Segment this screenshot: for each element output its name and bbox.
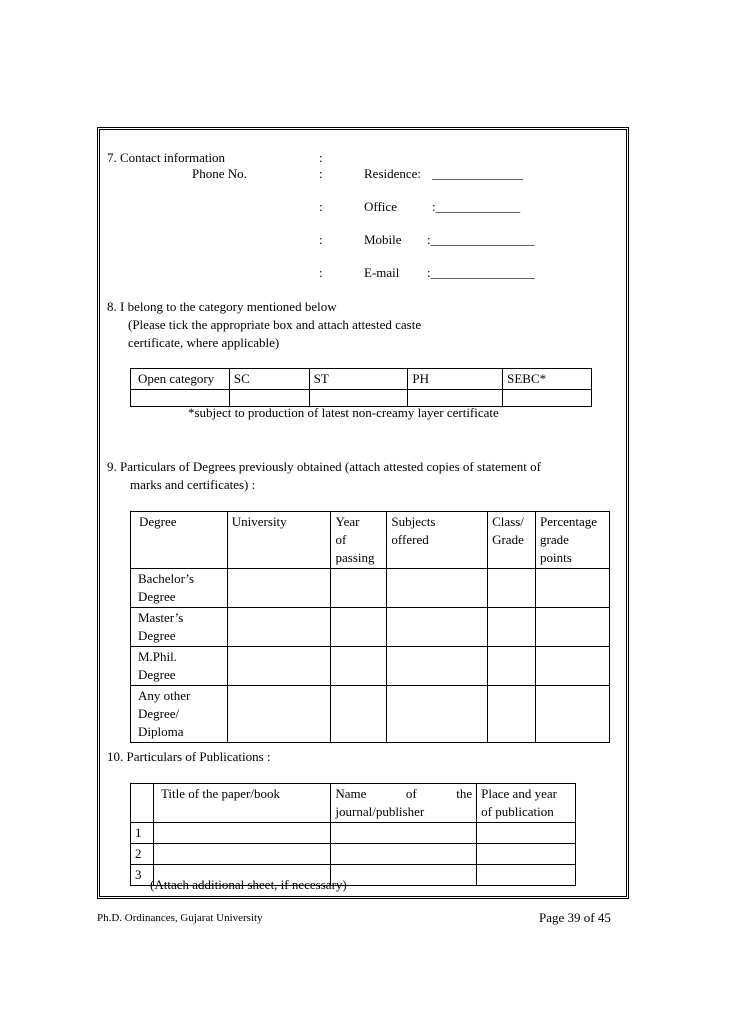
year-header-3: passing: [335, 550, 375, 565]
category-tick-row: [131, 390, 592, 407]
publications-header-row: [131, 784, 576, 823]
class-cell[interactable]: [488, 647, 536, 686]
university-cell[interactable]: [227, 569, 331, 608]
tick-box-sebc[interactable]: [503, 390, 592, 407]
degree-cell-line: Degree: [138, 667, 176, 682]
mobile-label: Mobile: [364, 232, 402, 247]
subjects-header: [387, 512, 488, 569]
table-row: [131, 608, 610, 647]
table-row: [131, 823, 576, 844]
university-header: University: [227, 512, 331, 569]
percentage-cell[interactable]: [536, 608, 610, 647]
place-header-line1: Place and year: [481, 786, 557, 801]
class-header-1: Class/: [492, 514, 524, 529]
degree-cell-line: Degree: [138, 589, 176, 604]
colon-office: :: [319, 199, 323, 214]
subjects-cell[interactable]: [387, 608, 488, 647]
journal-cell[interactable]: [331, 844, 477, 865]
percentage-header-3: points: [540, 550, 572, 565]
email-field[interactable]: :________________: [427, 265, 535, 280]
phone-label: Phone No.: [192, 166, 247, 181]
place-header: [477, 784, 576, 823]
degrees-header-row: [131, 512, 610, 569]
place-cell[interactable]: [477, 865, 576, 886]
section8-note-1: (Please tick the appropriate box and attach attested caste: [128, 317, 422, 332]
table-row: [131, 844, 576, 865]
journal-header-word: of: [405, 786, 417, 801]
table-row: [131, 569, 610, 608]
subjects-cell[interactable]: [387, 569, 488, 608]
journal-cell[interactable]: [331, 865, 477, 886]
place-header-line2: of publication: [481, 804, 554, 819]
category-sc: SC: [229, 369, 309, 390]
title-cell[interactable]: [153, 844, 330, 865]
degree-cell-line: Any other: [138, 688, 191, 703]
tick-box-sc[interactable]: [229, 390, 309, 407]
section8-note-2: certificate, where applicable): [128, 335, 280, 350]
category-open: Open category: [131, 369, 230, 390]
degree-cell-line: Diploma: [138, 724, 184, 739]
degree-cell-line: Degree/: [138, 706, 180, 721]
degree-cell-line: Master’s: [138, 610, 184, 625]
year-header-2: of: [335, 532, 347, 547]
journal-header-line1: [335, 785, 472, 803]
class-header: [488, 512, 536, 569]
percentage-header-2: grade: [540, 532, 569, 547]
degree-cell-line: Bachelor’s: [138, 571, 195, 586]
degree-header: Degree: [131, 512, 228, 569]
percentage-header-1: Percentage: [540, 514, 598, 529]
university-cell[interactable]: [227, 608, 331, 647]
row-number: 2: [131, 844, 154, 865]
percentage-cell[interactable]: [536, 686, 610, 743]
place-cell[interactable]: [477, 823, 576, 844]
tick-box-st[interactable]: [309, 390, 408, 407]
degree-cell-line: Degree: [138, 628, 176, 643]
journal-header-word: Name: [335, 786, 367, 801]
percentage-cell[interactable]: [536, 647, 610, 686]
tick-box-ph[interactable]: [408, 390, 503, 407]
year-cell[interactable]: [331, 569, 387, 608]
class-cell[interactable]: [488, 608, 536, 647]
residence-label: Residence:: [364, 166, 422, 181]
footer-title: Ph.D. Ordinances, Gujarat University: [97, 912, 263, 924]
journal-header: [331, 784, 477, 823]
section7-heading: 7. Contact information: [107, 150, 226, 165]
journal-header-line2: journal/publisher: [335, 804, 425, 819]
university-cell[interactable]: [227, 686, 331, 743]
year-cell[interactable]: [331, 686, 387, 743]
subjects-header-2: offered: [391, 532, 429, 547]
subjects-header-1: Subjects: [391, 514, 436, 529]
university-cell[interactable]: [227, 647, 331, 686]
section9-heading-2: marks and certificates) :: [130, 477, 256, 492]
degrees-table: [130, 511, 610, 743]
office-field[interactable]: :_____________: [432, 199, 521, 214]
degree-cell-bachelors: [131, 569, 228, 608]
table-row: [131, 686, 610, 743]
percentage-header: [536, 512, 610, 569]
mobile-field[interactable]: :________________: [427, 232, 535, 247]
title-header: Title of the paper/book: [153, 784, 330, 823]
year-header: [331, 512, 387, 569]
year-header-1: Year: [335, 514, 360, 529]
degree-cell-line: M.Phil.: [138, 649, 178, 664]
degree-cell-other: [131, 686, 228, 743]
tick-box-open[interactable]: [131, 390, 230, 407]
class-cell[interactable]: [488, 569, 536, 608]
year-cell[interactable]: [331, 608, 387, 647]
number-header: [131, 784, 154, 823]
publications-table: [130, 783, 576, 886]
row-number: 3: [131, 865, 154, 886]
office-label: Office: [364, 199, 397, 214]
table-row: [131, 647, 610, 686]
publications-note: (Attach additional sheet, if necessary): [150, 877, 347, 892]
place-cell[interactable]: [477, 844, 576, 865]
colon-email: :: [319, 265, 323, 280]
percentage-cell[interactable]: [536, 569, 610, 608]
section8-heading: 8. I belong to the category mentioned below: [107, 299, 337, 314]
page-number: Page 39 of 45: [539, 910, 611, 925]
colon-mobile: :: [319, 232, 323, 247]
email-label: E-mail: [364, 265, 400, 280]
subjects-cell[interactable]: [387, 647, 488, 686]
subjects-cell[interactable]: [387, 686, 488, 743]
row-number: 1: [131, 823, 154, 844]
category-ph: PH: [408, 369, 503, 390]
residence-field[interactable]: ______________: [432, 166, 523, 181]
section10-heading: 10. Particulars of Publications :: [107, 749, 271, 764]
section7-colon: :: [319, 150, 323, 165]
title-cell[interactable]: [153, 823, 330, 844]
category-table: [130, 368, 592, 407]
category-header-row: [131, 369, 592, 390]
category-sebc: SEBC*: [503, 369, 592, 390]
year-cell[interactable]: [331, 647, 387, 686]
category-st: ST: [309, 369, 408, 390]
category-footnote: *subject to production of latest non-creamy layer certificate: [188, 405, 499, 420]
degree-cell-mphil: [131, 647, 228, 686]
degree-cell-masters: [131, 608, 228, 647]
class-cell[interactable]: [488, 686, 536, 743]
section9-heading-1: 9. Particulars of Degrees previously obtained (attach attested copies of statement of: [107, 459, 541, 474]
colon-residence: :: [319, 166, 323, 181]
journal-header-word: the: [456, 786, 473, 801]
class-header-2: Grade: [492, 532, 524, 547]
journal-cell[interactable]: [331, 823, 477, 844]
